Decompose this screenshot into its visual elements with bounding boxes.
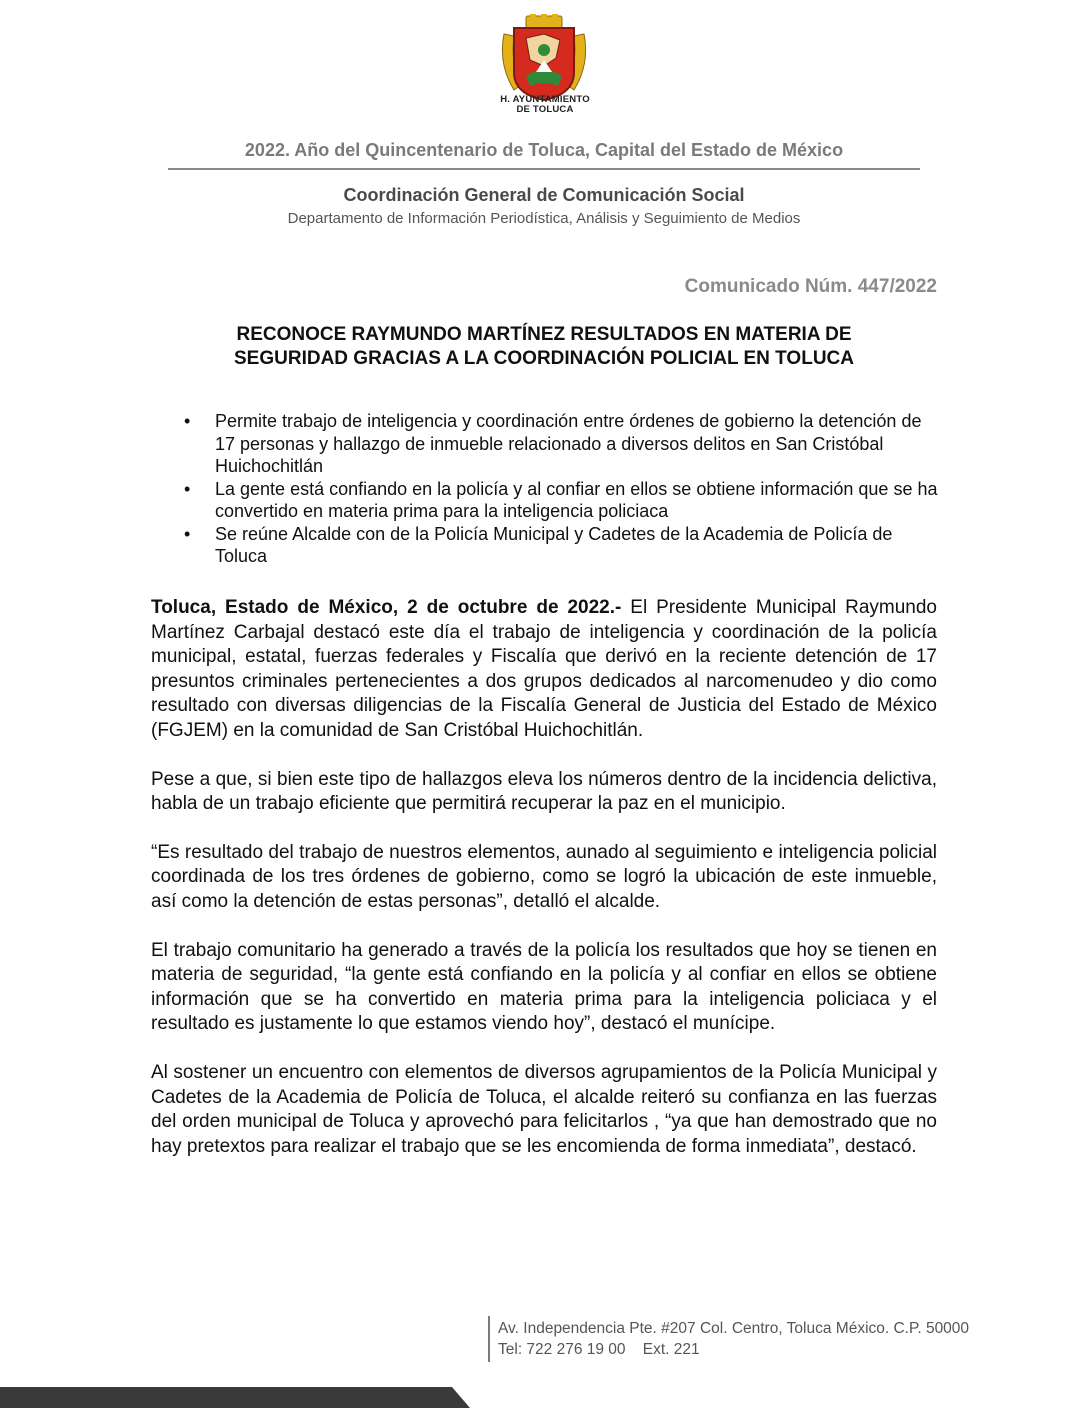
coordination-title: Coordinación General de Comunicación Social	[343, 185, 745, 205]
toluca-coat-of-arms-logo	[496, 14, 592, 102]
bullet-text: La gente está confiando en la policía y al confiar en ellos se obtiene información que se ha convertido en materia prima para la inteligencia policiaca	[215, 478, 938, 521]
paragraph-3: “Es resultado del trabajo de nuestros elementos, aunado al seguimiento e inteligencia policial coordinada de los tres órdenes de gobierno, como se logró la ubicación de este inmueble, así como la detención de estas personas”, detalló el alcalde.	[151, 841, 937, 912]
headline	[150, 323, 938, 371]
footer-address: Av. Independencia Pte. #207 Col. Centro, Toluca México. C.P. 50000	[498, 1320, 970, 1337]
summary-bullets	[184, 410, 938, 568]
comunicado-number: Comunicado Núm. 447/2022	[684, 276, 937, 297]
dateline: Toluca, Estado de México, 2 de octubre de 2022.-	[151, 597, 622, 618]
bullet-item	[184, 523, 938, 568]
paragraph-1-text: El Presidente Municipal Raymundo Martínez Carbajal destacó este día el trabajo de inteligencia y coordinación de la policía municipal, estatal, fuerzas federales y Fiscalía que derivó en la reciente detención de 17 presuntos criminales pertenecientes a dos grupos dedicados al narcomenudeo y dio como resultado con diversas diligencias de la Fiscalía General de Justicia del Estado de México (FGJEM) en la comunidad de San Cristóbal Huichochitlán.	[151, 597, 937, 741]
bullet-text: Permite trabajo de inteligencia y coordinación entre órdenes de gobierno la detención de 17 personas y hallazgo de inmueble relacionado a diversos delitos en San Cristóbal Huichochitlán	[215, 411, 922, 476]
bullet-item	[184, 478, 938, 523]
paragraph-4: El trabajo comunitario ha generado a través de la policía los resultados que hoy se tienen en materia de seguridad, “la gente está confiando en la policía y al confiar en ellos se obtiene información que se ha convertido en materia prima para la inteligencia policiaca y el resultado es justamente lo que estamos viendo hoy”, destacó el munícipe.	[151, 939, 937, 1035]
logo-caption-line1: H. AYUNTAMIENTO	[500, 94, 590, 105]
logo-caption	[470, 95, 620, 115]
headline-line2: SEGURIDAD GRACIAS A LA COORDINACIÓN POLICIAL EN TOLUCA	[234, 348, 854, 369]
bullet-text: Se reúne Alcalde con de la Policía Municipal y Cadetes de la Academia de Policía de Toluca	[215, 523, 893, 566]
headline-line1: RECONOCE RAYMUNDO MARTÍNEZ RESULTADOS EN MATERIA DE	[236, 324, 852, 345]
bullet-item	[184, 410, 938, 478]
paragraph-5: Al sostener un encuentro con elementos de diversos agrupamientos de la Policía Municipal y Cadetes de la Academia de Policía de Toluca, el alcalde reiteró su confianza en las fuerzas del orden municipal de Toluca y aprovechó para felicitarlos , “ya que han demostrado que no hay pretextos para realizar el trabajo que se les encomienda de forma inmediata”, destacó.	[151, 1061, 937, 1157]
logo-caption-line2: DE TOLUCA	[516, 104, 574, 115]
year-motto: 2022. Año del Quincentenario de Toluca, Capital del Estado de México	[244, 140, 844, 160]
bullet-dot-icon: •	[184, 523, 191, 544]
bullet-dot-icon: •	[184, 478, 191, 499]
bottom-decorative-bar	[0, 1387, 470, 1408]
paragraph-2: Pese a que, si bien este tipo de hallazgos eleva los números dentro de la incidencia delictiva, habla de un trabajo eficiente que permitirá recuperar la paz en el municipio.	[151, 768, 937, 815]
header-divider	[168, 168, 920, 170]
paragraph-1	[151, 596, 937, 744]
bullet-dot-icon: •	[184, 411, 191, 431]
footer-divider	[488, 1316, 490, 1362]
footer-phone: Tel: 722 276 19 00 Ext. 221	[498, 1341, 700, 1358]
department-title: Departamento de Información Periodística, Análisis y Seguimiento de Medios	[287, 210, 801, 227]
article-body	[151, 596, 937, 1159]
